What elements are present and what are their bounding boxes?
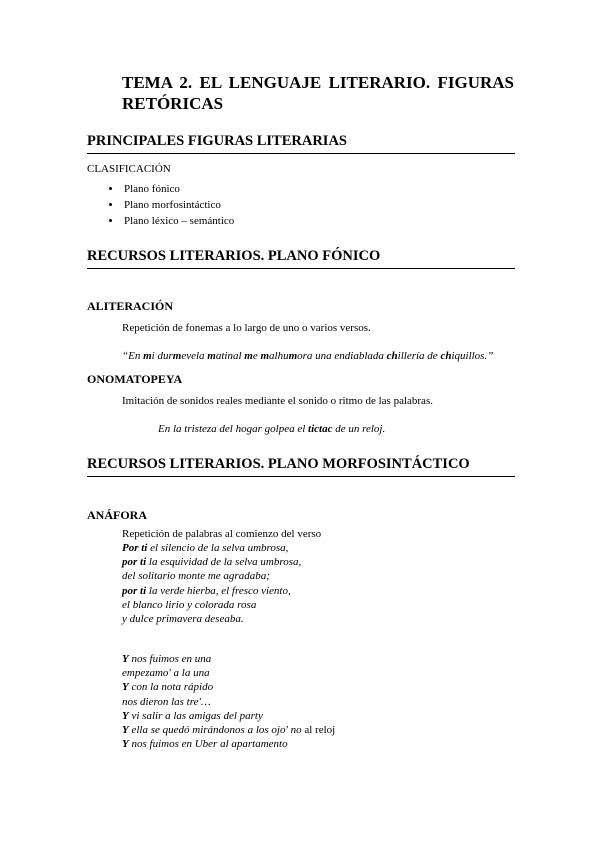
example-text: i dur: [151, 350, 173, 362]
page-title: TEMA 2. EL LENGUAJE LITERARIO. FIGURAS RETÓRICAS: [122, 73, 514, 113]
example-emphasis: ch: [440, 350, 452, 362]
example-text: “En: [122, 350, 144, 362]
anafora-definition: Repetición de palabras al comienzo del verso: [122, 528, 322, 540]
poem-line: del solitario monte me agradaba;: [122, 570, 270, 583]
poem-line: empezamo' a la una: [122, 667, 210, 680]
example-text: iquillos.”: [451, 350, 494, 362]
aliteracion-example: [122, 350, 493, 362]
example-emphasis: ch: [386, 350, 398, 362]
poem-line: nos dieron las tre'…: [122, 695, 211, 708]
section-heading-figuras: PRINCIPALES FIGURAS LITERARIAS: [87, 133, 515, 154]
example-text: e: [252, 350, 261, 362]
example-emphasis: m: [244, 350, 253, 362]
poem-line: el blanco lirio y colorada rosa: [122, 598, 257, 611]
poem-line: Y nos fuimos en una: [122, 653, 212, 665]
aliteracion-heading: ALITERACIÓN: [87, 299, 174, 313]
list-item: • Plano morfosintáctico: [122, 197, 234, 213]
poem-line: por ti la verde hierba, el fresco viento,: [122, 584, 291, 597]
onomatopeya-heading: ONOMATOPEYA: [87, 372, 183, 386]
poem-line: Y vi salir a las amigas del party: [122, 709, 263, 722]
example-text: alhu: [269, 350, 289, 362]
onomatopeya-example: [158, 423, 385, 435]
poem-garcilaso: [122, 541, 301, 626]
clasificacion-label: CLASIFICACIÓN: [87, 163, 171, 175]
example-emphasis: m: [260, 350, 270, 362]
example-emphasis: tictac: [308, 423, 333, 435]
aliteracion-definition: Repetición de fonemas a lo largo de uno o varios versos.: [122, 322, 371, 334]
poem-line: por ti la esquividad de la selva umbrosa,: [122, 556, 302, 569]
poem-line: Y ella se quedó mirándonos a los ojo' no al reloj: [122, 724, 336, 737]
anafora-heading: ANÁFORA: [87, 508, 147, 522]
example-emphasis: m: [288, 350, 298, 362]
clasificacion-list: [102, 181, 234, 229]
example-text: En la tristeza del hogar golpea el: [158, 423, 309, 435]
list-item: • Plano fónico: [122, 181, 234, 197]
poem-song: [122, 652, 335, 751]
example-emphasis: m: [207, 350, 216, 362]
poem-line: y dulce primavera deseaba.: [122, 613, 244, 626]
example-emphasis: m: [143, 350, 152, 362]
poem-line: Y nos fuimos en Uber al apartamento: [122, 738, 288, 751]
section-heading-fonico: RECURSOS LITERARIOS. PLANO FÓNICO: [87, 248, 515, 269]
onomatopeya-definition: Imitación de sonidos reales mediante el sonido o ritmo de las palabras.: [122, 395, 433, 407]
poem-line: Y con la nota rápido: [122, 681, 214, 694]
example-text: de un reloj.: [332, 423, 386, 435]
list-item: • Plano léxico – semántico: [122, 213, 234, 229]
example-text: evela: [181, 350, 208, 362]
example-text: atinal: [215, 350, 245, 362]
example-emphasis: m: [172, 350, 182, 362]
example-text: ora una endiablada: [297, 350, 387, 362]
example-text: illería de: [397, 350, 441, 362]
poem-line: Por ti el silencio de la selva umbrosa,: [122, 542, 289, 554]
section-heading-morfosintactico: RECURSOS LITERARIOS. PLANO MORFOSINTÁCTICO: [87, 456, 515, 477]
